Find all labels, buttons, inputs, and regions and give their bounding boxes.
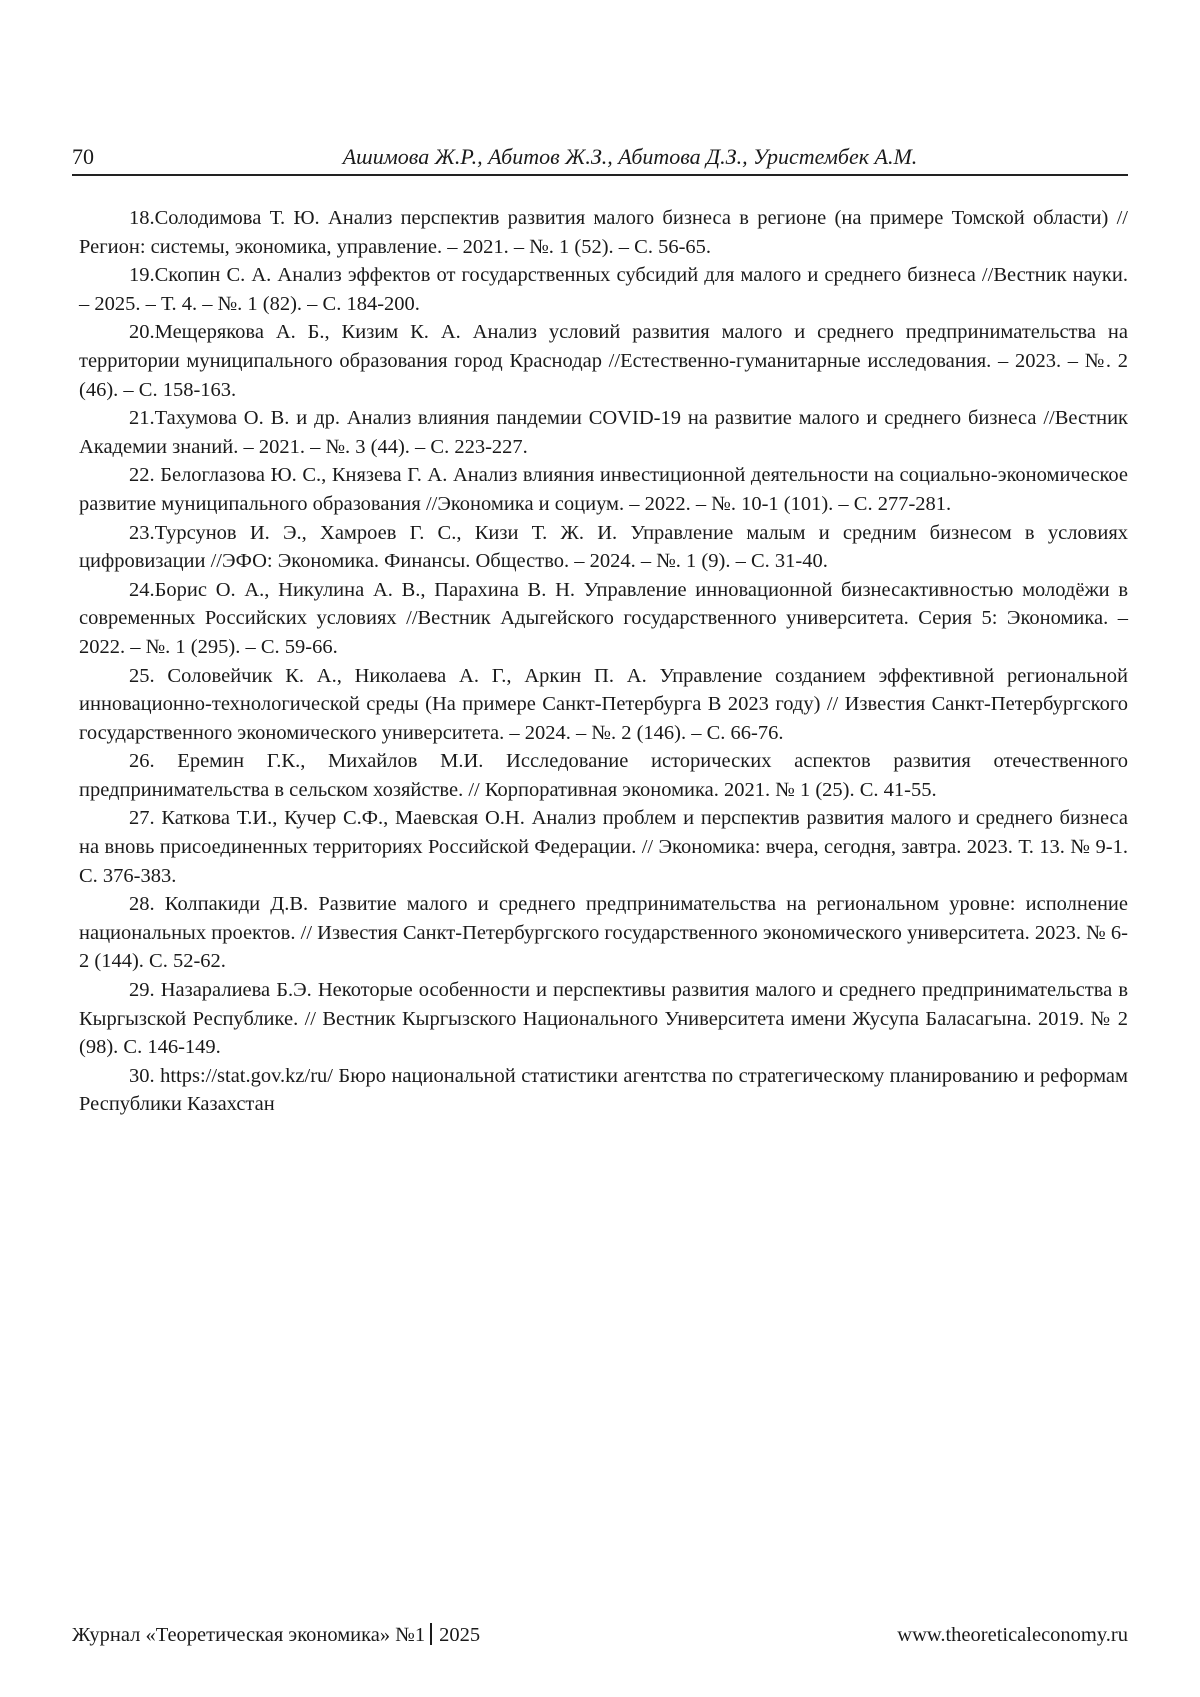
reference-list (79, 204, 1128, 1119)
reference-item: 26. Еремин Г.К., Михайлов М.И. Исследование исторических аспектов развития отечественного предпринимательства в сельском хозяйстве. // Корпоративная экономика. 2021. № 1 (25). С. 41-55. (79, 750, 1128, 801)
reference-item: 27. Каткова Т.И., Кучер С.Ф., Маевская О.Н. Анализ проблем и перспектив развития малого и среднего бизнеса на вновь присоединенных территориях Российской Федерации. // Экономика: вчера, сегодня, завтра. 2023. Т. 13. № 9-1. С. 376-383. (79, 807, 1128, 887)
footer-year: 2025 (439, 1624, 481, 1646)
reference-item: 19.Скопин С. А. Анализ эффектов от государственных субсидий для малого и среднего бизнеса //Вестник науки. – 2025. – Т. 4. – №. 1 (82). – С. 184-200. (79, 264, 1128, 315)
footer-journal (72, 1622, 480, 1648)
reference-item: 29. Назаралиева Б.Э. Некоторые особенности и перспективы развития малого и среднего предпринимательства в Кыргызской Республике. // Вестник Кыргызского Национального Университета имени Жусупа Баласагына. 2019. № 2 (98). С. 146-149. (79, 979, 1128, 1059)
reference-item: 21.Тахумова О. В. и др. Анализ влияния пандемии COVID-19 на развитие малого и среднего бизнеса //Вестник Академии знаний. – 2021. – №. 3 (44). – С. 223-227. (79, 407, 1128, 458)
reference-item: 20.Мещерякова А. Б., Кизим К. А. Анализ условий развития малого и среднего предпринимательства на территории муниципального образования город Краснодар //Естественно-гуманитарные исследования. – 2023. – №. 2 (46). – С. 158-163. (79, 321, 1128, 401)
reference-item: 22. Белоглазова Ю. С., Князева Г. А. Анализ влияния инвестиционной деятельности на социально-экономическое развитие муниципального образования //Экономика и социум. – 2022. – №. 10-1 (101). – С. 277-281. (79, 464, 1128, 515)
reference-item: 25. Соловейчик К. А., Николаева А. Г., Аркин П. А. Управление созданием эффективной региональной инновационно-технологической среды (На примере Санкт-Петербурга В 2023 году) // Известия Санкт-Петербургского государственного экономического университета. – 2024. – №. 2 (146). – С. 66-76. (79, 664, 1128, 744)
reference-item: 23.Турсунов И. Э., Хамроев Г. С., Кизи Т. Ж. И. Управление малым и средним бизнесом в условиях цифровизации //ЭФО: Экономика. Финансы. Общество. – 2024. – №. 1 (9). – С. 31-40. (79, 521, 1128, 573)
running-title-authors: Ашимова Ж.Р., Абитов Ж.З., Абитова Д.З., Уристембек А.М. (342, 144, 918, 169)
reference-item: 18.Солодимова Т. Ю. Анализ перспектив развития малого бизнеса в регионе (на примере Томской области) //Регион: системы, экономика, управление. – 2021. – №. 1 (52). – С. 56-65. (79, 207, 1128, 258)
reference-item: 30. https://stat.gov.kz/ru/ Бюро национальной статистики агентства по стратегическому планированию и реформам Республики Казахстан (79, 1064, 1128, 1116)
footer-journal-title: Журнал «Теоретическая экономика» №1 (72, 1624, 426, 1646)
reference-item: 28. Колпакиди Д.В. Развитие малого и среднего предпринимательства на региональном уровне: исполнение национальных проектов. // Известия Санкт-Петербургского государственного экономического университета. 2023. № 6-2 (144). С. 52-62. (79, 893, 1128, 973)
page-number: 70 (72, 144, 94, 169)
footer-separator (430, 1623, 432, 1645)
footer-website-link[interactable]: www.theoreticaleconomy.ru (897, 1624, 1128, 1646)
page-header (72, 144, 1128, 176)
reference-item: 24.Борис О. А., Никулина А. В., Парахина В. Н. Управление инновационной бизнесактивностью молодёжи в современных Российских условиях //Вестник Адыгейского государственного университета. Серия 5: Экономика. – 2022. – №. 1 (295). – С. 59-66. (79, 578, 1128, 658)
